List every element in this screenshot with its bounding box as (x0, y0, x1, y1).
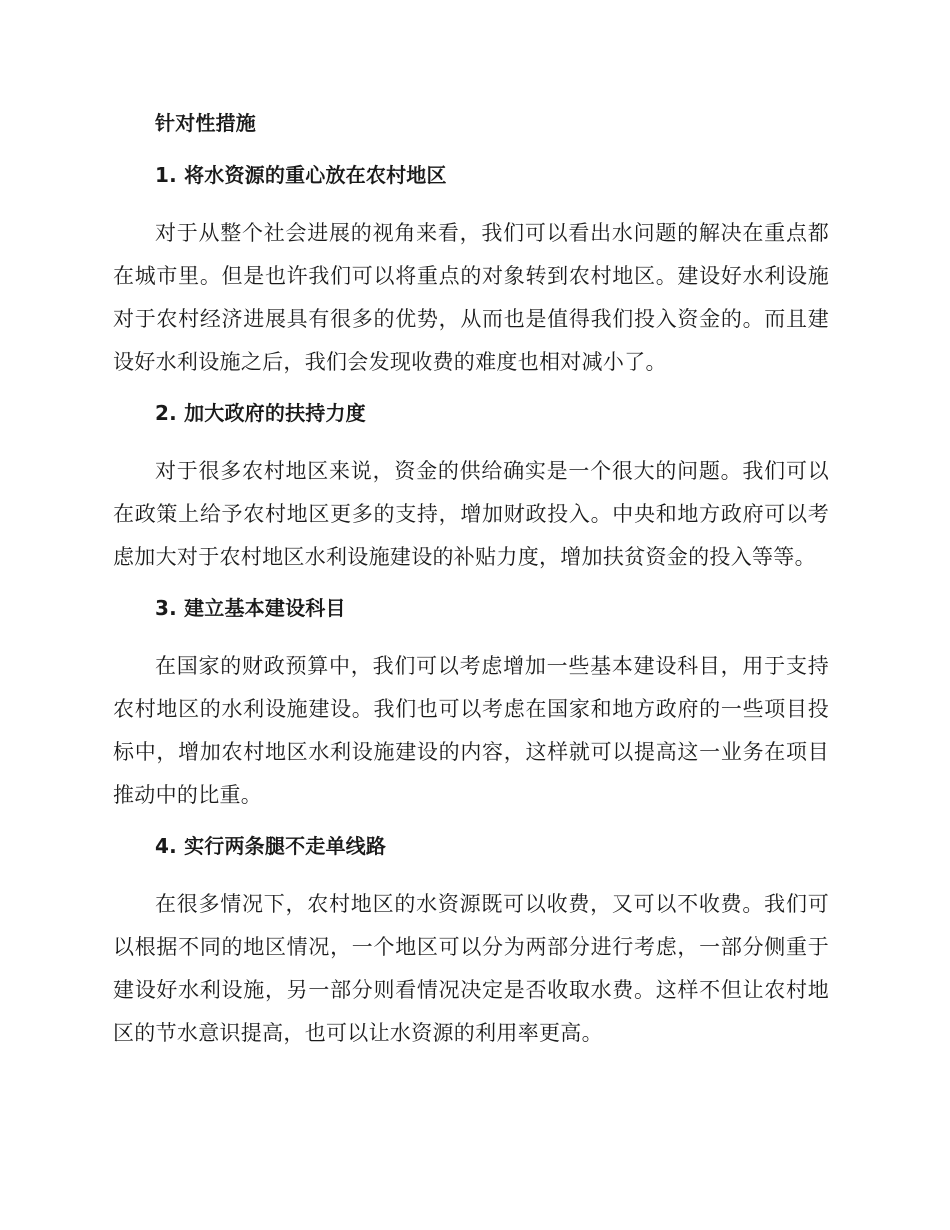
section-heading-3: 3. 建立基本建设科目 (155, 596, 346, 620)
section-body-3: 在国家的财政预算中，我们可以考虑增加一些基本建设科目，用于支持农村地区的水利设施建设。我们也可以考虑在国家和地方政府的一些项目投标中，增加农村地区水利设施建设的内容，这样就可以提高这一业务在项目推动中的比重。 (113, 654, 829, 807)
section-body-4: 在很多情况下，农村地区的水资源既可以收费，又可以不收费。我们可以根据不同的地区情况，一个地区可以分为两部分进行考虑，一部分侧重于建设好水利设施，另一部分则看情况决定是否收取水费。这样不但让农村地区的节水意识提高，也可以让水资源的利用率更高。 (113, 892, 829, 1045)
section-body-1: 对于从整个社会进展的视角来看，我们可以看出水问题的解决在重点都在城市里。但是也许我们可以将重点的对象转到农村地区。建设好水利设施对于农村经济进展具有很多的优势，从而也是值得我们投入资金的。而且建设好水利设施之后，我们会发现收费的难度也相对减小了。 (113, 221, 829, 374)
document-page (113, 108, 829, 1069)
section-heading-2: 2. 加大政府的扶持力度 (155, 401, 366, 425)
document-title: 针对性措施 (155, 111, 256, 135)
section-heading-4: 4. 实行两条腿不走单线路 (155, 834, 387, 858)
section-heading-1: 1. 将水资源的重心放在农村地区 (155, 163, 447, 187)
section-body-2: 对于很多农村地区来说，资金的供给确实是一个很大的问题。我们可以在政策上给予农村地区更多的支持，增加财政投入。中央和地方政府可以考虑加大对于农村地区水利设施建设的补贴力度，增加扶贫资金的投入等等。 (113, 459, 829, 569)
